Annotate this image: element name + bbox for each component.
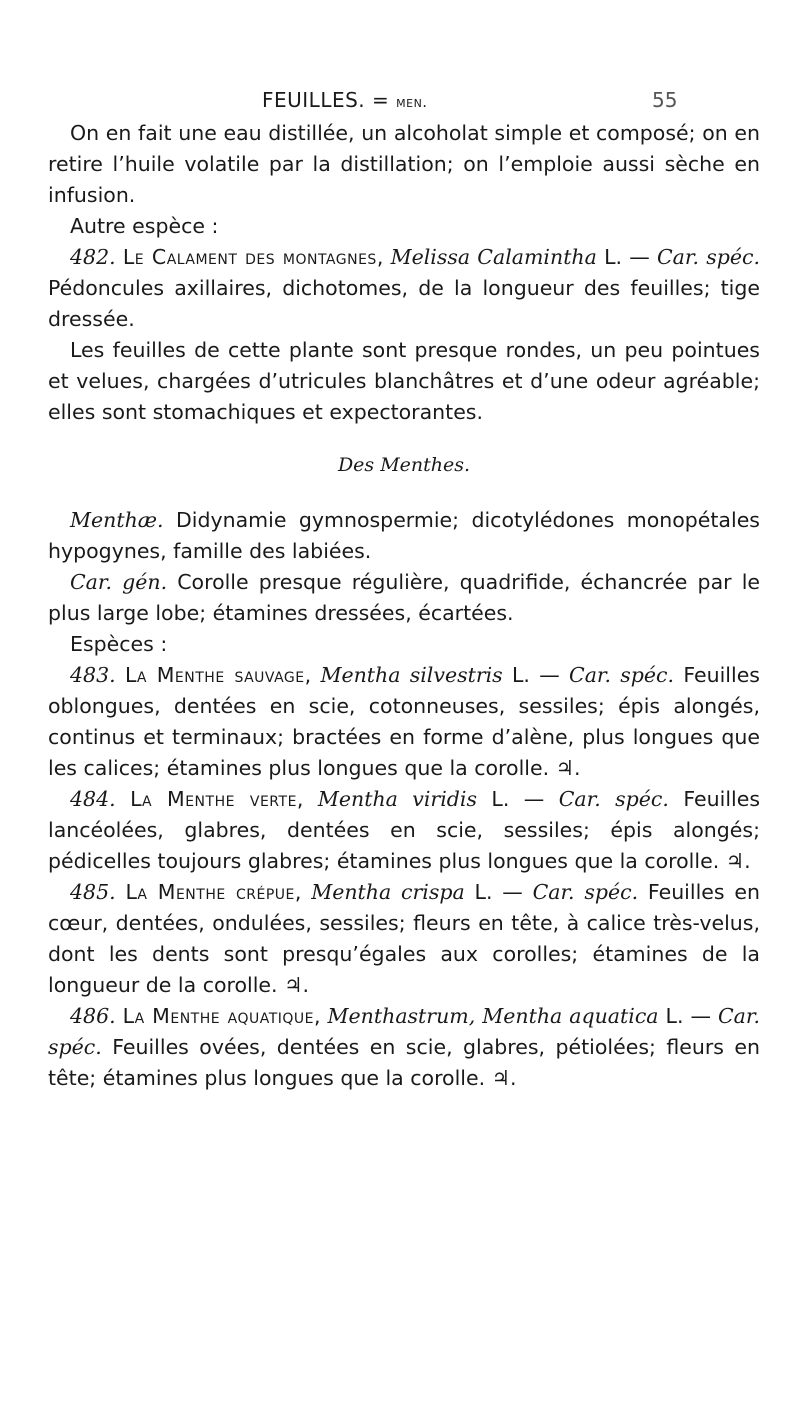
- entry-description: Feuilles oblongues, dentées en scie, cotonneuses, sessiles; épis alongés, continus et terminaux; bractées en forme d’alène, plus longues que les calices; étamines plus longues que la corolle. ♃.: [48, 663, 760, 780]
- page-number: 55: [652, 88, 678, 112]
- running-title: [262, 88, 428, 112]
- running-head: [0, 88, 800, 118]
- paragraph-menthae: [48, 505, 760, 567]
- paragraph-car-gen: [48, 567, 760, 629]
- entry-description: Feuilles ovées, dentées en scie, glabres, pétiolées; fleurs en tête; étamines plus longues que la corolle. ♃.: [48, 1035, 760, 1090]
- running-title-abbr: men.: [396, 93, 428, 111]
- entry-number: 483.: [70, 663, 116, 687]
- entry-author: L. —: [477, 787, 559, 811]
- menthae-description: Didynamie gymnospermie; dicotylédones monopétales hypogynes, famille des labiées.: [48, 508, 760, 563]
- entry-latin-name: Menthastrum, Mentha aquatica: [327, 1004, 659, 1028]
- entry-485: 485. La Menthe crépue, Mentha crispa L. — Car. spéc. Feuilles en cœur, dentées, ondulées, sessiles; fleurs en tête, à calice très-velus, dont les dents sont presqu’égales aux corolles; étamines de la longueur de la corolle. ♃.: [48, 880, 760, 997]
- car-gen-label: Car. gén.: [70, 570, 168, 594]
- entry-description: Feuilles en cœur, dentées, ondulées, sessiles; fleurs en tête, à calice très-velus, dont les dents sont presqu’égales aux corolles; étamines de la longueur de la corolle. ♃.: [48, 880, 760, 997]
- entry-common-name: La Menthe aquatique: [122, 1004, 315, 1028]
- paragraph-especes: Espèces :: [70, 632, 168, 656]
- entry-482: 482. Le Calament des montagnes, Melissa Calamintha L. — Car. spéc. Pédoncules axillaires, dichotomes, de la longueur des feuilles; tige dressée.: [48, 245, 760, 331]
- entry-car-label: Car. spéc.: [558, 787, 669, 811]
- entry-number: 485.: [70, 880, 116, 904]
- entry-author: L. —: [596, 245, 657, 269]
- car-gen-description: Corolle presque régulière, quadrifide, échancrée par le plus large lobe; étamines dressées, écartées.: [48, 570, 761, 625]
- entry-common-name: La Menthe verte: [130, 787, 297, 811]
- paragraph-intro: On en fait une eau distillée, un alcoholat simple et composé; on en retire l’huile volatile par la distillation; on l’emploie aussi sèche en infusion.: [48, 121, 760, 207]
- entry-car-label: Car. spéc.: [569, 663, 675, 687]
- entry-483: 483. La Menthe sauvage, Mentha silvestris L. — Car. spéc. Feuilles oblongues, dentées en scie, cotonneuses, sessiles; épis alongés, continus et terminaux; bractées en forme d’alène, plus longues que les calices; étamines plus longues que la corolle. ♃.: [48, 663, 760, 780]
- paragraph-feuilles: Les feuilles de cette plante sont presque rondes, un peu pointues et velues, chargées d’utricules blanchâtres et d’une odeur agréable; elles sont stomachiques et expectorantes.: [48, 338, 760, 424]
- entry-latin-name: Mentha viridis: [317, 787, 477, 811]
- entry-description: Feuilles lancéolées, glabres, dentées en scie, sessiles; épis alongés; pédicelles toujours glabres; étamines plus longues que la corolle. ♃.: [48, 787, 761, 873]
- entry-common-name: La Menthe sauvage: [124, 663, 305, 687]
- section-heading: Des Menthes.: [337, 454, 471, 476]
- entry-common-name: Le Calament des montagnes: [122, 245, 377, 269]
- running-title-text: FEUILLES. =: [262, 88, 397, 112]
- entry-car-label: Car. spéc.: [48, 1004, 760, 1059]
- entry-author: L. —: [464, 880, 533, 904]
- entry-latin-name: Melissa Calamintha: [390, 245, 597, 269]
- entry-car-label: Car. spéc.: [657, 245, 760, 269]
- entry-486: 486. La Menthe aquatique, Menthastrum, Mentha aquatica L. — Car. spéc. Feuilles ovées, dentées en scie, glabres, pétiolées; fleurs en tête; étamines plus longues que la corolle. ♃.: [48, 1004, 760, 1090]
- entry-author: L. —: [658, 1004, 718, 1028]
- entry-latin-name: Mentha crispa: [311, 880, 465, 904]
- entry-number: 482.: [70, 245, 116, 269]
- page-body: [48, 118, 760, 1094]
- entry-number: 484.: [70, 787, 116, 811]
- entry-author: L. —: [502, 663, 570, 687]
- entry-latin-name: Mentha silvestris: [320, 663, 503, 687]
- menthae-latin: Menthæ.: [70, 508, 164, 532]
- entry-number: 486.: [70, 1004, 116, 1028]
- entry-description: Pédoncules axillaires, dichotomes, de la longueur des feuilles; tige dressée.: [48, 276, 760, 331]
- entry-car-label: Car. spéc.: [532, 880, 639, 904]
- entry-common-name: La Menthe crépue: [125, 880, 295, 904]
- entry-484: 484. La Menthe verte, Mentha viridis L. — Car. spéc. Feuilles lancéolées, glabres, dentées en scie, sessiles; épis alongés; pédicelles toujours glabres; étamines plus longues que la corolle. ♃.: [48, 787, 761, 873]
- paragraph-autre-espece: Autre espèce :: [70, 214, 219, 238]
